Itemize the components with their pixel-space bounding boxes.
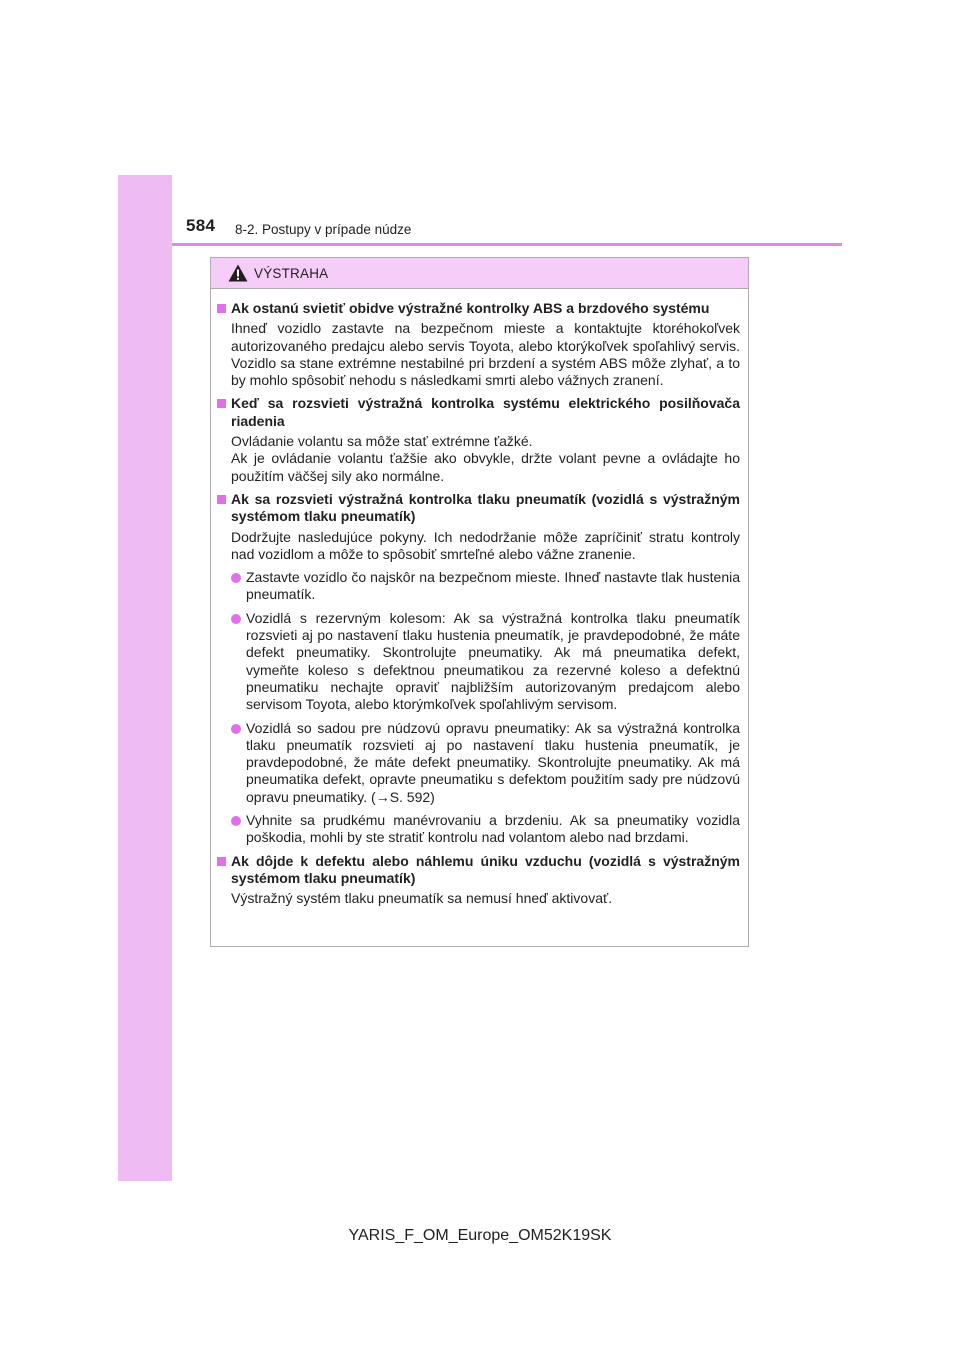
item-text: Dodržujte nasledujúce pokyny. Ich nedodržanie môže zapríčiniť stratu kontroly nad vozidlom a môže to spôsobiť smrteľné alebo vážne zranenie. <box>231 528 740 562</box>
item-title: Keď sa rozsvieti výstražná kontrolka systému elektrického posilňovača riadenia <box>231 395 740 429</box>
section-title: 8-2. Postupy v prípade núdze <box>235 222 412 237</box>
bullet-text: Vyhnite sa prudkému manévrovaniu a brzdeniu. Ak sa pneumatiky vozidla poškodia, mohli by ste stratiť kontrolu nad volantom alebo nad brzdami. <box>246 812 740 846</box>
item-title: Ak sa rozsvieti výstražná kontrolka tlaku pneumatík (vozidlá s výstražným systémom tlaku pneumatík) <box>231 490 740 525</box>
warning-item-sudden-deflation <box>217 853 740 908</box>
warning-label: VÝSTRAHA <box>254 265 329 281</box>
item-text: Ovládanie volantu sa môže stať extrémne ťažké. <box>231 433 533 450</box>
square-bullet-icon <box>217 857 226 866</box>
round-bullet-icon <box>231 614 241 624</box>
bullet-text: Zastavte vozidlo čo najskôr na bezpečnom mieste. Ihneď nastavte tlak hustenia pneumatík. <box>246 569 740 603</box>
item-title: Ak ostanú svietiť obidve výstražné kontrolky ABS a brzdového systému <box>231 300 710 316</box>
warning-triangle-icon <box>228 264 248 282</box>
list-item <box>231 812 740 847</box>
item-text: Ak je ovládanie volantu ťažšie ako obvykle, držte volant pevne a ovládajte ho použitím väčšej sily ako normálne. <box>231 450 740 484</box>
square-bullet-icon <box>217 304 226 313</box>
bullet-text: Vozidlá s rezervným kolesom: Ak sa výstražná kontrolka tlaku pneumatík rozsvieti aj po nastavení tlaku hustenia pneumatík, je pravdepodobné, že máte defekt pneumatiky. Skontrolujte pneumatiky. Ak má pneumatika defekt, vymeňte koleso s defektnou pneumatikou za rezervné koleso a defektnú pneumatiku nechajte opraviť najbližším autorizovaným predajcom alebo servisom Toyota, alebo ktorýmkoľvek spoľahlivým servisom. <box>246 609 740 713</box>
item-title: Ak dôjde k defektu alebo náhlemu úniku vzduchu (vozidlá s výstražným systémom tlaku pneumatík) <box>231 852 740 886</box>
list-item <box>231 610 740 714</box>
page-number: 584 <box>186 216 216 235</box>
warning-body <box>211 289 748 908</box>
bullet-text: Vozidlá so sadou pre núdzovú opravu pneumatiky: Ak sa výstražná kontrolka tlaku pneumatík rozsvieti aj po nastavení tlaku hustenia pneumatík, je pravdepodobné, že máte defekt pneumatiky. Skontrolujte pneumatiky. Ak má pneumatika defekt, opravte pneumatiku s defektom použitím sady pre núdzovú opravu pneumatiky. (→S. 592) <box>246 719 740 805</box>
list-item <box>231 569 740 604</box>
round-bullet-icon <box>231 724 241 734</box>
warning-item-power-steering <box>217 395 740 484</box>
header-divider <box>172 243 842 246</box>
list-item <box>231 720 740 806</box>
warning-header <box>211 258 748 289</box>
warning-item-abs-brake <box>217 300 740 389</box>
item-text: Ihneď vozidlo zastavte na bezpečnom mieste a kontaktujte ktoréhokoľvek autorizovaného predajcu alebo servis Toyota, alebo ktorýkoľvek spoľahlivý servis. Vozidlo sa stane extrémne nestabilné pri brzdení a systém ABS môže zlyhať, a to by mohlo spôsobiť nehodu s následkami smrti alebo vážnych zranení. <box>231 320 740 389</box>
warning-box <box>210 257 749 947</box>
item-text: Výstražný systém tlaku pneumatík sa nemusí hneď aktivovať. <box>231 890 613 907</box>
footer-document-code: YARIS_F_OM_Europe_OM52K19SK <box>348 1227 612 1244</box>
round-bullet-icon <box>231 573 241 583</box>
square-bullet-icon <box>217 495 226 504</box>
side-tab-band <box>118 175 172 1181</box>
warning-item-tire-pressure <box>217 491 740 847</box>
round-bullet-icon <box>231 816 241 826</box>
square-bullet-icon <box>217 399 226 408</box>
